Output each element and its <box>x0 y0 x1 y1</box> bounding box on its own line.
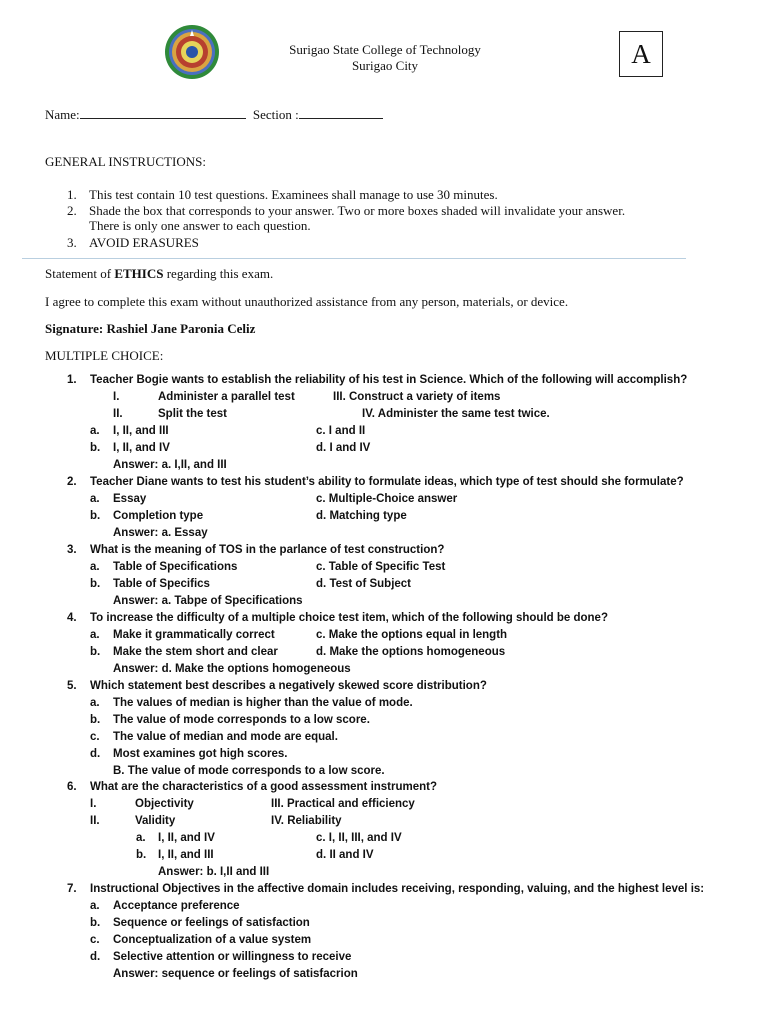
option[interactable]: b. The value of mode corresponds to a low score. <box>90 714 370 726</box>
roman-item-text: Administer a parallel test <box>158 391 295 403</box>
instruction-item: 1. This test contain 10 test questions. Examinees shall manage to use 30 minutes. <box>67 187 498 202</box>
option[interactable]: c. Multiple-Choice answer <box>316 493 458 505</box>
question-1: 1. Teacher Bogie wants to establish the reliability of his test in Science. Which of the following will accomplish? <box>67 374 688 386</box>
roman-item-text: Split the test <box>158 408 228 420</box>
signature: Signature: Rashiel Jane Paronia Celiz <box>45 321 256 336</box>
option[interactable]: d. Test of Subject <box>316 578 412 590</box>
option[interactable]: b. I, II, and III <box>136 849 214 861</box>
answer: Answer: d. Make the options homogeneous <box>113 663 351 675</box>
answer: B. The value of mode corresponds to a low score. <box>113 765 385 777</box>
answer: Answer: a. Essay <box>113 527 208 539</box>
answer: Answer: a. I,II, and III <box>113 459 227 471</box>
name-blank[interactable] <box>80 108 246 119</box>
option[interactable]: a. Make it grammatically correct <box>90 629 275 641</box>
option[interactable]: d. Most examines got high scores. <box>90 748 288 760</box>
option[interactable]: c. Make the options equal in length <box>316 629 508 641</box>
ethics-statement: Statement of ETHICS regarding this exam. <box>45 266 274 281</box>
option[interactable]: a. Acceptance preference <box>90 900 240 912</box>
question-7: 7. Instructional Objectives in the affective domain includes receiving, responding, valuing, and the highest level is: <box>67 883 705 895</box>
option[interactable]: a. The values of median is higher than the value of mode. <box>90 697 413 709</box>
option[interactable]: d. Matching type <box>316 510 407 522</box>
roman-item-text: Validity <box>135 815 176 827</box>
name-section-row <box>45 107 383 123</box>
instruction-item: 3. AVOID ERASURES <box>67 235 199 250</box>
instruction-item-continued: There is only one answer to each question. <box>89 218 311 233</box>
answer: Answer: sequence or feelings of satisfacrion <box>113 968 358 980</box>
question-4: 4. To increase the difficulty of a multiple choice test item, which of the following should be done? <box>67 612 608 624</box>
answer: Answer: b. I,II and III <box>158 866 270 878</box>
ethics-agreement: I agree to complete this exam without unauthorized assistance from any person, materials, or device. <box>45 294 569 309</box>
instructions-heading: GENERAL INSTRUCTIONS: <box>45 154 206 169</box>
instruction-item: 2. Shade the box that corresponds to your answer. Two or more boxes shaded will invalidate your answer. <box>67 203 626 218</box>
roman-item: IV. Reliability <box>271 815 342 827</box>
ethics-keyword: ETHICS <box>114 266 164 281</box>
section-divider <box>22 258 686 259</box>
option[interactable]: d. Selective attention or willingness to receive <box>90 951 352 963</box>
option[interactable]: c. Table of Specific Test <box>316 561 446 573</box>
option[interactable]: b. Completion type <box>90 510 204 522</box>
option[interactable]: d. I and IV <box>316 442 371 454</box>
option[interactable]: a. I, II, and IV <box>136 832 215 844</box>
option[interactable]: c. Conceptualization of a value system <box>90 934 312 946</box>
roman-item: IV. Administer the same test twice. <box>362 408 550 420</box>
section-label: Section : <box>252 107 299 122</box>
answer: Answer: a. Tabpe of Specifications <box>113 595 303 607</box>
option[interactable]: b. I, II, and IV <box>90 442 170 454</box>
option[interactable]: c. I and II <box>316 425 366 437</box>
roman-item: I. <box>113 391 120 403</box>
roman-item: III. Practical and efficiency <box>271 798 415 810</box>
option[interactable]: d. Make the options homogeneous <box>316 646 506 658</box>
option[interactable]: d. II and IV <box>316 849 374 861</box>
question-3: 3. What is the meaning of TOS in the parlance of test construction? <box>67 544 445 556</box>
question-6: 6. What are the characteristics of a good assessment instrument? <box>67 781 438 793</box>
section-title: MULTIPLE CHOICE: <box>45 348 164 363</box>
school-name: Surigao State College of Technology <box>289 42 481 57</box>
question-2: 2. Teacher Diane wants to test his student’s ability to formulate ideas, which type of test should she formulate? <box>67 476 684 488</box>
test-set-box: A <box>619 31 663 77</box>
school-city: Surigao City <box>351 58 419 73</box>
option[interactable]: b. Sequence or feelings of satisfaction <box>90 917 310 929</box>
option[interactable]: b. Make the stem short and clear <box>90 646 278 658</box>
roman-item-text: Objectivity <box>135 798 194 810</box>
section-blank[interactable] <box>299 108 383 119</box>
name-label: Name: <box>45 107 80 122</box>
roman-item: III. Construct a variety of items <box>333 391 501 403</box>
option[interactable]: c. I, II, III, and IV <box>316 832 402 844</box>
question-5: 5. Which statement best describes a negatively skewed score distribution? <box>67 680 487 692</box>
roman-item: I. <box>90 798 97 810</box>
option[interactable]: a. I, II, and III <box>90 425 169 437</box>
option[interactable]: c. The value of median and mode are equal. <box>90 731 338 743</box>
roman-item: II. <box>90 815 100 827</box>
option[interactable]: a. Table of Specifications <box>90 561 238 573</box>
option[interactable]: b. Table of Specifics <box>90 578 210 590</box>
roman-item: II. <box>113 408 123 420</box>
option[interactable]: a. Essay <box>90 493 147 505</box>
